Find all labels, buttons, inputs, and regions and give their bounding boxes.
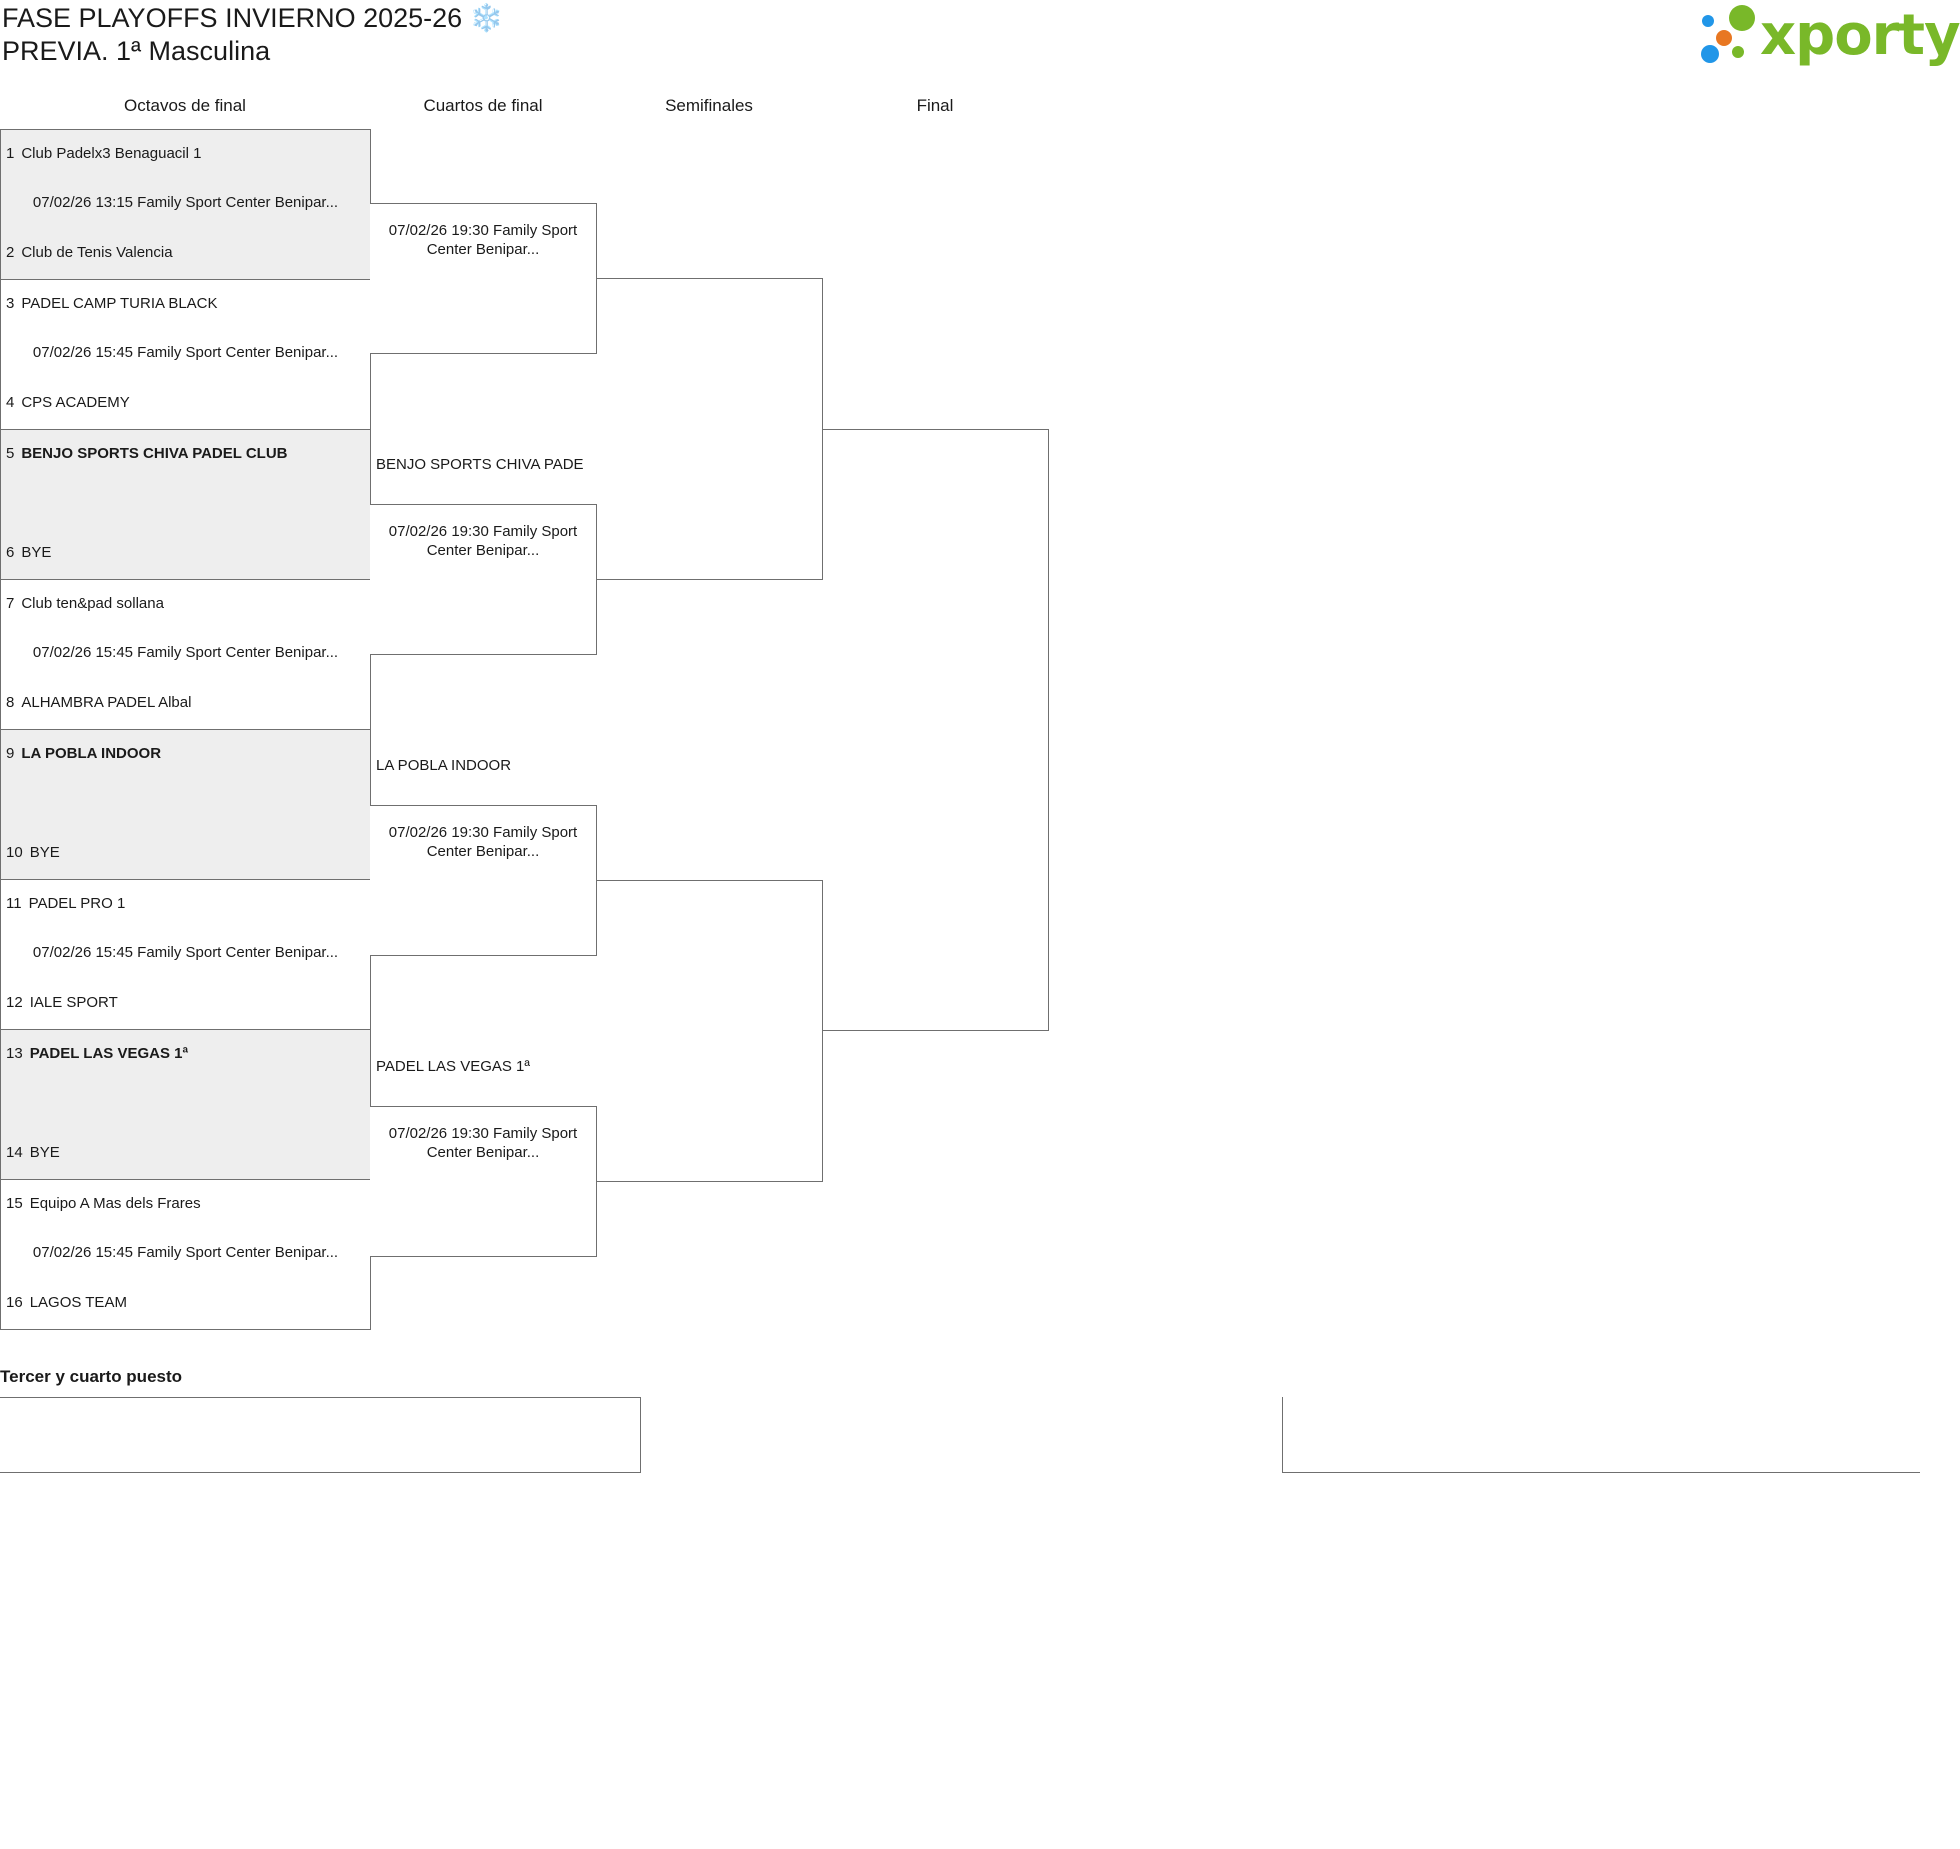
third-place-title: Tercer y cuarto puesto [0, 1367, 183, 1386]
match-schedule: 07/02/26 19:30 Family Sport Center Benipar... [388, 1125, 578, 1161]
qf-advanced-team: LA POBLA INDOOR [376, 757, 512, 774]
team-slot: 7 Club ten&pad sollana [6, 595, 164, 612]
team-slot: 10 BYE [6, 844, 60, 861]
team-slot: 6 BYE [6, 544, 52, 561]
match-schedule: 07/02/26 15:45 Family Sport Center Benipar... [32, 344, 339, 361]
match-schedule: 07/02/26 13:15 Family Sport Center Benipar... [32, 194, 339, 211]
team-slot: 15 Equipo A Mas dels Frares [6, 1195, 201, 1212]
page-title: FASE PLAYOFFS INVIERNO 2025-26 ❄️ [2, 3, 504, 33]
qf-match-2[interactable] [370, 504, 597, 655]
final-match[interactable] [822, 429, 1049, 1031]
sf-match-2[interactable] [596, 880, 823, 1182]
round-header-qf: Cuartos de final [423, 96, 543, 115]
qf-match-4[interactable] [370, 1106, 597, 1257]
r16-match-2[interactable] [0, 279, 371, 430]
r16-match-7[interactable] [0, 1029, 371, 1180]
team-slot: 8 ALHAMBRA PADEL Albal [6, 694, 192, 711]
logo-dots-icon [1694, 4, 1764, 66]
team-slot: 3 PADEL CAMP TURIA BLACK [6, 295, 218, 312]
r16-match-1[interactable] [0, 129, 371, 280]
team-slot: 16 LAGOS TEAM [6, 1294, 127, 1311]
match-schedule: 07/02/26 19:30 Family Sport Center Benipar... [388, 824, 578, 860]
team-slot: 4 CPS ACADEMY [6, 394, 130, 411]
round-header-r16: Octavos de final [124, 96, 246, 115]
team-slot: 13 PADEL LAS VEGAS 1ª [6, 1045, 189, 1062]
qf-advanced-team: PADEL LAS VEGAS 1ª [376, 1058, 530, 1075]
logo-text: xporty [1760, 3, 1960, 68]
third-place-slot-right[interactable] [1282, 1397, 1920, 1473]
r16-match-5[interactable] [0, 729, 371, 880]
r16-match-6[interactable] [0, 879, 371, 1030]
match-schedule: 07/02/26 15:45 Family Sport Center Benipar... [32, 644, 339, 661]
match-schedule: 07/02/26 15:45 Family Sport Center Benipar... [32, 944, 339, 961]
page-subtitle: PREVIA. 1ª Masculina [2, 36, 271, 66]
team-slot: 5 BENJO SPORTS CHIVA PADEL CLUB [6, 445, 288, 462]
qf-match-3[interactable] [370, 805, 597, 956]
sf-match-1[interactable] [596, 278, 823, 580]
match-schedule: 07/02/26 19:30 Family Sport Center Benipar... [388, 222, 578, 258]
team-slot: 2 Club de Tenis Valencia [6, 244, 173, 261]
team-slot: 9 LA POBLA INDOOR [6, 745, 162, 762]
r16-match-3[interactable] [0, 429, 371, 580]
team-slot: 14 BYE [6, 1144, 60, 1161]
team-slot: 11 PADEL PRO 1 [6, 895, 126, 912]
r16-match-8[interactable] [0, 1179, 371, 1330]
round-header-sf: Semifinales [665, 96, 753, 115]
r16-match-4[interactable] [0, 579, 371, 730]
qf-match-1[interactable] [370, 203, 597, 354]
xporty-logo [1694, 3, 1960, 68]
round-header-final: Final [916, 96, 954, 115]
team-slot: 12 IALE SPORT [6, 994, 118, 1011]
match-schedule: 07/02/26 19:30 Family Sport Center Benipar... [388, 523, 578, 559]
match-schedule: 07/02/26 15:45 Family Sport Center Benipar... [32, 1244, 339, 1261]
third-place-slot-left[interactable] [0, 1397, 641, 1473]
qf-advanced-team: BENJO SPORTS CHIVA PADE [376, 456, 584, 473]
team-slot: 1 Club Padelx3 Benaguacil 1 [6, 145, 202, 162]
